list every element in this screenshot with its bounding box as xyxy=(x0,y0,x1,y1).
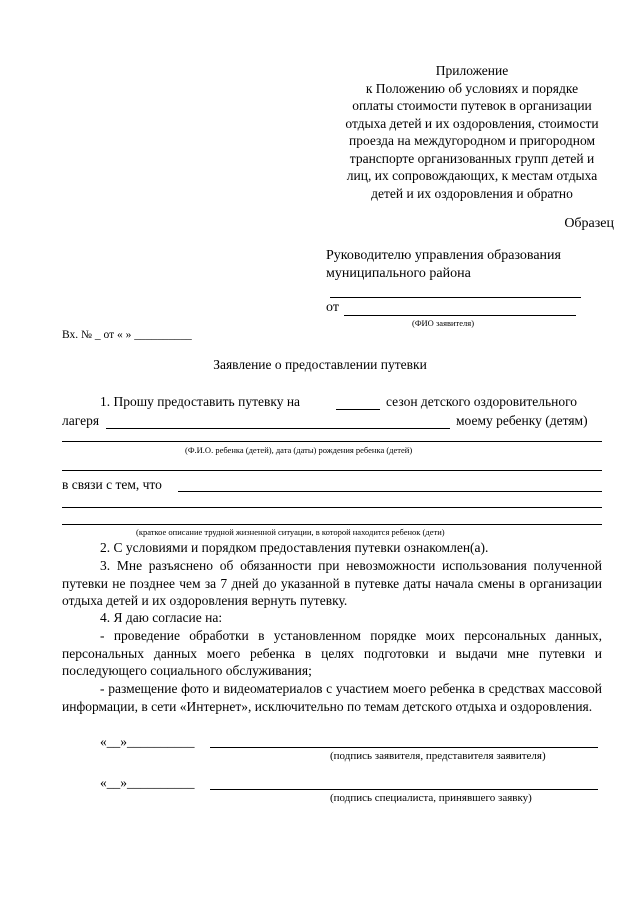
from-label: от xyxy=(326,300,339,315)
child-info-field-2[interactable] xyxy=(62,470,602,471)
season-field[interactable] xyxy=(336,409,380,410)
applicant-name-caption: (ФИО заявителя) xyxy=(412,318,475,328)
item4-bullet-2: - размещение фото и видеоматериалов с участием моего ребенка в средствах массовой информации, в сети «Интернет», исключительно по темам детского отдыха и оздоровления. xyxy=(62,681,602,714)
signature-date-specialist: «__»__________ xyxy=(100,775,195,790)
sample-label: Образец xyxy=(564,216,614,231)
specialist-signature-caption: (подпись специалиста, принявшего заявку) xyxy=(330,792,532,804)
appendix-line: детей и их оздоровления и обратно xyxy=(371,185,573,201)
recipient-line-1: Руководителю управления образования xyxy=(326,248,561,263)
appendix-line: оплаты стоимости путевок в организации xyxy=(352,98,592,113)
appendix-line: отдыха детей и их оздоровления, стоимости xyxy=(345,115,599,131)
page-title: Заявление о предоставлении путевки xyxy=(213,357,427,372)
item2-text: 2. С условиями и порядком предоставления путевки ознакомлен(а). xyxy=(100,540,489,555)
appendix-header xyxy=(322,62,622,202)
item3-text: 3. Мне разъяснено об обязанности при невозможности использования полученной путевки не позднее чем за 7 дней до указанной в путевке даты начала смены в организации отдыха детей и их оздоровления вернуть путевку. xyxy=(62,558,602,608)
signature-date-applicant: «__»__________ xyxy=(100,734,195,749)
applicant-signature-caption: (подпись заявителя, представителя заявителя) xyxy=(330,750,546,762)
camp-name-field[interactable] xyxy=(106,428,450,429)
item1-part2: сезон детского оздоровительного xyxy=(386,394,578,409)
appendix-line: к Положению об условиях и порядке xyxy=(365,80,579,96)
applicant-signature-field[interactable] xyxy=(210,747,598,748)
child-label: моему ребенку (детям) xyxy=(456,413,588,428)
reason-field-2[interactable] xyxy=(62,507,602,508)
item1-part1: 1. Прошу предоставить путевку на xyxy=(100,394,301,409)
appendix-line: транспорте организованных групп детей и xyxy=(349,150,595,166)
recipient-extra-field[interactable] xyxy=(330,297,581,298)
child-info-field[interactable] xyxy=(62,441,602,442)
reason-field[interactable] xyxy=(178,491,602,492)
applicant-name-field[interactable] xyxy=(344,315,576,316)
item4-heading: 4. Я даю согласие на: xyxy=(100,610,223,625)
reason-caption: (краткое описание трудной жизненной ситуации, в которой находится ребенок (дети) xyxy=(136,527,445,537)
registration-number: Вх. № _ от « » __________ xyxy=(62,329,192,341)
camp-label: лагеря xyxy=(62,413,100,428)
appendix-line: проезда на междугородном и пригородном xyxy=(349,133,595,148)
child-info-caption: (Ф.И.О. ребенка (детей), дата (даты) рождения ребенка (детей) xyxy=(185,445,413,455)
appendix-line: лиц, их сопровождающих, к местам отдыха xyxy=(346,168,598,183)
specialist-signature-field[interactable] xyxy=(210,789,598,790)
reason-label: в связи с тем, что xyxy=(62,477,162,492)
recipient-block xyxy=(326,247,561,282)
reason-field-3[interactable] xyxy=(62,524,602,525)
recipient-line-2: муниципального района xyxy=(326,265,471,281)
item4-bullet-1: - проведение обработки в установленном порядке моих персональных данных, персональных данных моего ребенка в целях подготовки и выдачи мне путевки и последующего социального обслуживания; xyxy=(62,628,602,678)
appendix-line: Приложение xyxy=(435,63,509,78)
